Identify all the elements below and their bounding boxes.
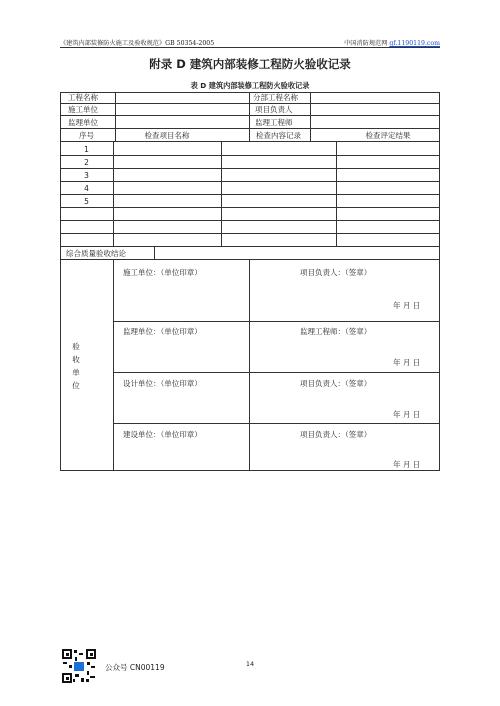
row-number: 3 xyxy=(84,171,89,180)
table-rule xyxy=(336,141,337,246)
col-header-serial: 序号 xyxy=(79,131,94,140)
page-number: 14 xyxy=(245,660,255,668)
construction-unit-seal: 施工单位：（单位印章） xyxy=(123,268,202,277)
row-number: 1 xyxy=(84,145,89,154)
table-rule xyxy=(60,115,440,116)
supervising-engineer-signature: 监理工程师：（签章） xyxy=(300,327,372,336)
col-header-content-record: 检查内容记录 xyxy=(256,131,301,140)
col-header-item-name: 检查项目名称 xyxy=(144,131,190,140)
table-rule xyxy=(60,141,440,142)
table-caption: 表 D 建筑内部装修工程防火验收记录 xyxy=(190,81,310,90)
row-number: 2 xyxy=(84,158,89,167)
table-rule xyxy=(60,103,440,104)
project-manager-label: 项目负责人 xyxy=(255,105,293,114)
design-unit-seal: 设计单位：（单位印章） xyxy=(123,379,202,388)
construction-manager-signature: 项目负责人：（签章） xyxy=(300,268,372,277)
table-rule xyxy=(221,141,222,246)
table-rule xyxy=(60,168,440,169)
construction-date: 年 月 日 xyxy=(393,301,421,310)
construction-unit-label: 施工单位 xyxy=(68,105,98,114)
table-rule xyxy=(60,155,440,156)
row-number: 4 xyxy=(84,184,89,193)
table-rule xyxy=(60,220,440,221)
table-rule xyxy=(249,259,250,471)
wechat-account-label: 公众号 CN00119 xyxy=(105,663,165,672)
table-rule xyxy=(60,194,440,195)
header-site-url[interactable]: gf.1190119.com xyxy=(389,40,440,47)
sub-project-name-label: 分部工程名称 xyxy=(253,93,298,102)
table-rule xyxy=(113,141,114,246)
owner-unit-seal: 建设单位：（单位印章） xyxy=(123,430,202,439)
table-rule xyxy=(113,259,114,471)
table-rule xyxy=(60,128,440,129)
acceptance-record-table xyxy=(60,92,440,471)
table-rule xyxy=(60,259,440,260)
owner-date: 年 月 日 xyxy=(393,460,421,469)
table-rule xyxy=(60,246,440,247)
header-divider xyxy=(60,47,440,48)
project-name-label: 工程名称 xyxy=(68,93,98,102)
owner-manager-signature: 项目负责人：（签章） xyxy=(300,430,372,439)
row-number: 5 xyxy=(84,197,89,206)
header-site xyxy=(344,38,440,47)
supervision-date: 年 月 日 xyxy=(393,358,421,367)
overall-conclusion-label: 综合质量验收结论 xyxy=(66,249,126,258)
table-rule xyxy=(60,207,440,208)
design-date: 年 月 日 xyxy=(393,410,421,419)
acceptance-unit-label: 验 收 单 位 xyxy=(72,342,80,390)
table-rule xyxy=(113,372,440,373)
appendix-title: 附录 D 建筑内部装修工程防火验收记录 xyxy=(149,57,351,71)
table-rule xyxy=(154,246,155,259)
design-manager-signature: 项目负责人：（签章） xyxy=(300,379,372,388)
header-standard-title: 《建筑内部装修防火施工及验收规范》GB 50354-2005 xyxy=(60,40,215,47)
supervision-unit-label: 监理单位 xyxy=(68,118,98,127)
table-rule xyxy=(113,423,440,424)
col-header-evaluation-result: 检查评定结果 xyxy=(365,131,411,140)
table-rule xyxy=(60,233,440,234)
table-rule xyxy=(113,321,440,322)
header-site-name: 中国消防规范网 xyxy=(344,40,388,47)
table-rule xyxy=(60,181,440,182)
supervising-engineer-label: 监理工程师 xyxy=(255,118,293,127)
supervision-unit-seal: 监理单位：（单位印章） xyxy=(123,327,202,336)
